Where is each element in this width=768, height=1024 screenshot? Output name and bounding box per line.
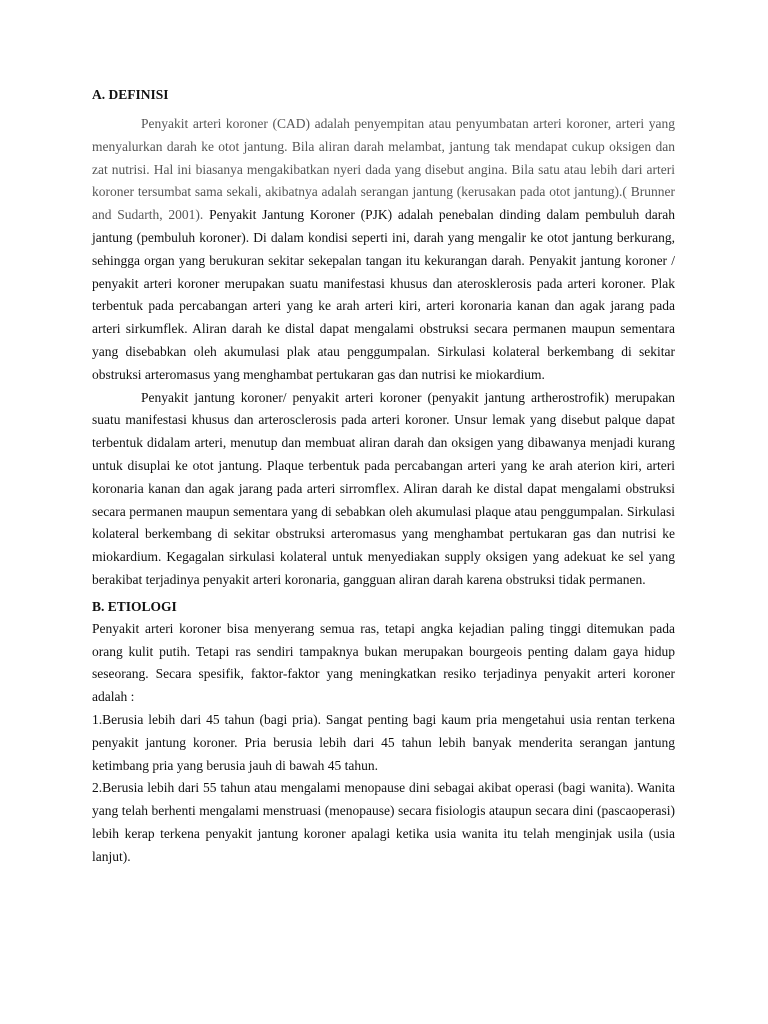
- etiologi-list-item-2: 2.Berusia lebih dari 55 tahun atau mengalami menopause dini sebagai akibat operasi (bagi wanita). Wanita yang telah berhenti mengalami menstruasi (menopause) secara fisiologis ataupun secara dini (pascaoperasi) lebih kerap terkena penyakit jantung koroner apalagi ketika usia wanita itu telah menginjak usila (usia lanjut).: [92, 780, 675, 864]
- etiologi-paragraph-1: Penyakit arteri koroner bisa menyerang semua ras, tetapi angka kejadian paling tinggi ditemukan pada orang kulit putih. Tetapi ras sendiri tampaknya bukan merupakan bourgeois penting dalam gaya hidup seseorang. Secara spesifik, faktor-faktor yang meningkatkan resiko terjadinya penyakit arteri koroner adalah :: [92, 620, 675, 705]
- definisi-paragraph-2: Penyakit jantung koroner/ penyakit arteri koroner (penyakit jantung artherostrofik) merupakan suatu manifestasi khusus dan arterosclerosis pada arteri koroner. Unsur lemak yang disebut palque dapat terbentuk didalam arteri, menutup dan membuat aliran darah dan oksigen yang dibawanya menjadi kurang untuk disuplai ke otot jantung. Plaque terbentuk pada percabangan arteri yang ke arah aterion kiri, arteri koronaria kanan dan agak jarang pada arteri sirromflex. Aliran darah ke distal dapat mengalami obstruksi secara permanen maupun sementara yang di sebabkan oleh akumulasi plaque atau penggumpalan. Sirkulasi kolateral berkembang di sekitar obstruksi arteromasus yang menghambat pertukaran gas dan nutrisi ke miokardium. Kegagalan sirkulasi kolateral untuk menyediakan supply oksigen yang adekuat ke sel yang berakibat terjadinya penyakit arteri koronaria, gangguan aliran darah karena obstruksi tidak permanen.: [92, 389, 675, 587]
- section-heading-definisi: A. DEFINISI: [92, 87, 169, 102]
- document-page: [92, 84, 675, 869]
- section-heading-etiologi: B. ETIOLOGI: [92, 598, 177, 614]
- definisi-pjk-text: Penyakit Jantung Koroner (PJK) adalah penebalan dinding dalam pembuluh darah jantung (pembuluh koroner). Di dalam kondisi seperti ini, darah yang mengalir ke otot jantung berkurang, sehingga organ yang berukuran sekitar sekepalan tangan itu kekurangan darah. Penyakit jantung koroner / penyakit arteri koroner merupakan suatu manifestasi khusus dan aterosklerosis pada arteri koroner. Plak terbentuk pada percabangan arteri yang ke arah arteri kiri, arteri koronaria kanan dan agak jarang pada arteri sirkumflek. Aliran darah ke distal dapat mengalami obstruksi secara permanen maupun sementara yang disebabkan oleh akumulasi plak atau penggumpalan. Sirkulasi kolateral berkembang di sekitar obstruksi arteromasus yang menghambat pertukaran gas dan nutrisi ke miokardium.: [92, 207, 675, 382]
- definisi-citation-text: Penyakit arteri koroner (CAD) adalah penyempitan atau penyumbatan arteri koroner, arteri yang menyalurkan darah ke otot jantung. Bila aliran darah melambat, jantung tak mendapat cukup oksigen dan zat nutrisi. Hal ini biasanya mengakibatkan nyeri dada yang disebut angina. Bila satu atau lebih dari arteri koroner tersumbat sama sekali, akibatnya adalah serangan jantung (kerusakan pada otot jantung).( Brunner and Sudarth, 2001).: [92, 116, 675, 223]
- definisi-paragraph-1: [92, 113, 675, 387]
- etiologi-list-item-1: 1.Berusia lebih dari 45 tahun (bagi pria). Sangat penting bagi kaum pria mengetahui usia rentan terkena penyakit jantung koroner. Pria berusia lebih dari 45 tahun lebih banyak menderita serangan jantung ketimbang pria yang berusia jauh di bawah 45 tahun.: [92, 711, 675, 773]
